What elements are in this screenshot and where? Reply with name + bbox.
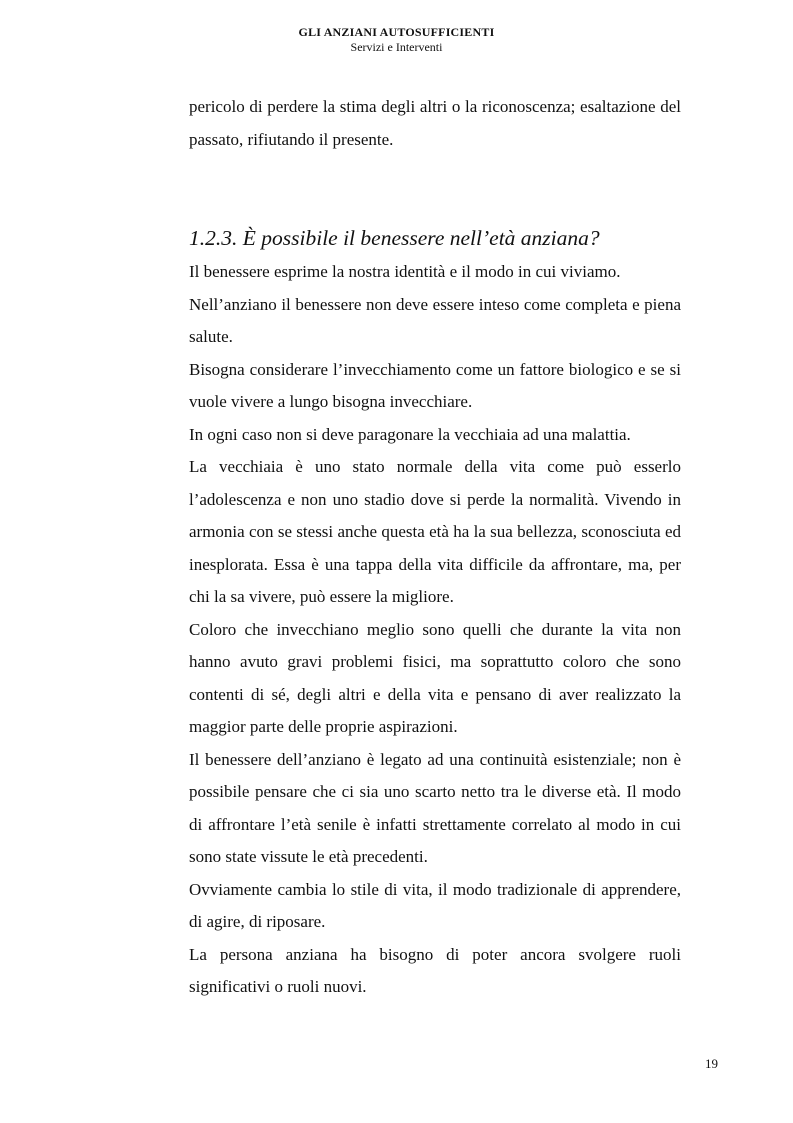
paragraph: La persona anziana ha bisogno di poter ancora svolgere ruoli significativi o ruoli nuovi. <box>189 944 681 996</box>
paragraph: Il benessere esprime la nostra identità e il modo in cui viviamo. <box>189 262 621 281</box>
header-subtitle: Servizi e Interventi <box>350 40 443 54</box>
paragraph: La vecchiaia è uno stato normale della vita come può esserlo l’adolescenza e non uno stadio dove si perde la normalità. Vivendo in armonia con se stessi anche questa età ha la sua bellezza, sconosciuta ed inesplorata. Essa è una tappa della vita difficile da affrontare, ma, per chi la sa vivere, può essere la migliore. <box>189 457 681 606</box>
header-title: GLI ANZIANI AUTOSUFFICIENTI <box>298 25 495 39</box>
running-header <box>0 24 793 54</box>
paragraph: Bisogna considerare l’invecchiamento come un fattore biologico e se si vuole vivere a lungo bisogna invecchiare. <box>189 359 681 411</box>
paragraph: Il benessere dell’anziano è legato ad una continuità esistenziale; non è possibile pensare che ci sia uno scarto netto tra le diverse età. Il modo di affrontare l’età senile è infatti strettamente correlato al modo in cui sono state vissute le età precedenti. <box>189 749 681 866</box>
page-number: 19 <box>705 1056 718 1071</box>
intro-paragraph-block <box>189 91 681 156</box>
section-heading: 1.2.3. È possibile il benessere nell’età anziana? <box>189 226 600 250</box>
section-body <box>189 256 681 1004</box>
paragraph: Ovviamente cambia lo stile di vita, il modo tradizionale di apprendere, di agire, di riposare. <box>189 879 681 931</box>
intro-paragraph: pericolo di perdere la stima degli altri o la riconoscenza; esaltazione del passato, rifiutando il presente. <box>189 97 681 149</box>
paragraph: Coloro che invecchiano meglio sono quelli che durante la vita non hanno avuto gravi problemi fisici, ma soprattutto coloro che sono contenti di sé, degli altri e della vita e pensano di aver realizzato la maggior parte delle proprie aspirazioni. <box>189 619 681 736</box>
paragraph: In ogni caso non si deve paragonare la vecchiaia ad una malattia. <box>189 424 631 444</box>
paragraph: Nell’anziano il benessere non deve essere inteso come completa e piena salute. <box>189 294 681 346</box>
